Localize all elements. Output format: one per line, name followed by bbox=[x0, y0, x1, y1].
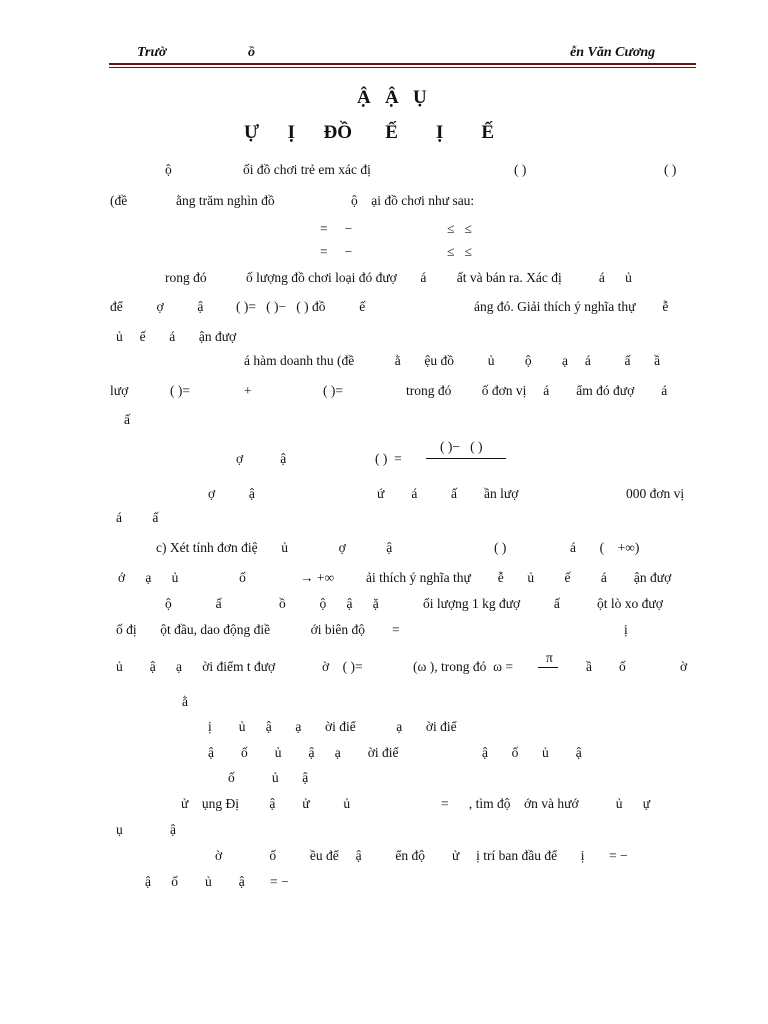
math-expr: ( ) bbox=[664, 162, 677, 177]
text-line: ộ ấ ồ ộ ậ ặ bbox=[165, 596, 379, 611]
fraction-numerator: ( )− ( ) bbox=[440, 439, 483, 454]
title-line-1: Ậ Ậ Ụ bbox=[357, 87, 427, 108]
text-line: á hàm doanh thu (đề ằ ệu đồ ủ ộ ạ á ấ ầ bbox=[244, 353, 661, 368]
math-expr: ( )= bbox=[170, 383, 190, 398]
math-expr: = − bbox=[270, 874, 289, 889]
header-rule-thin bbox=[109, 67, 696, 68]
math-expr: → +∞ bbox=[300, 570, 335, 585]
text-line: ủ ậ ạ ời điểm t đượ bbox=[116, 659, 276, 674]
math-expr: ( ) = bbox=[375, 451, 402, 466]
header-right: ễn Văn Cương bbox=[570, 45, 656, 60]
header-middle: ồ bbox=[248, 45, 255, 60]
math-expr: ờ ( )= bbox=[322, 659, 363, 674]
math-expr: ( ) bbox=[514, 162, 527, 177]
text-line: ầ ố bbox=[586, 659, 626, 674]
text-line: ờ ố ều để ậ ển độ ử ị trí ban đầu để ị bbox=[215, 848, 585, 863]
text-line: áng đó. Giải thích ý nghĩa thự ễ bbox=[474, 299, 669, 314]
text-line: ử ụng Đị ậ ử ủ bbox=[181, 796, 351, 811]
text-line: ị ủ ậ ạ ời điể ạ ời điể bbox=[208, 719, 457, 734]
text-line: để ợ ậ bbox=[110, 299, 204, 314]
math-expr: = − bbox=[609, 848, 628, 863]
text-line: ụ ậ bbox=[116, 822, 176, 837]
text-line: 000 đơn vị bbox=[626, 486, 685, 501]
text-line: ợ ậ bbox=[236, 451, 287, 466]
text-line: ậ ố ủ ậ ạ ời điể bbox=[208, 745, 399, 760]
text-line: ộ ại đồ chơi như sau: bbox=[351, 193, 475, 208]
text-line: ối đồ chơi trẻ em xác đị bbox=[243, 162, 371, 177]
text-line: c) Xét tính đơn điệ ủ ợ ậ bbox=[156, 540, 393, 555]
title-line-2: Ự Ị ĐỒ Ế Ị Ế bbox=[244, 122, 495, 143]
text-line: ủ ế á ận đượ bbox=[116, 329, 237, 344]
text-line: ợ ậ bbox=[208, 486, 255, 501]
text-line: lượ bbox=[110, 383, 129, 398]
header-left: Trườ bbox=[137, 45, 167, 60]
text-line: ứ á ấ ần lượ bbox=[377, 486, 519, 501]
math-expr: π bbox=[546, 650, 553, 665]
math-expr: + bbox=[244, 383, 252, 398]
text-line: ấ bbox=[124, 412, 130, 427]
math-expr: ≤ ≤ bbox=[447, 221, 472, 236]
text-line: ải thích ý nghĩa thự ễ ủ ế á ận đượ bbox=[366, 570, 672, 585]
text-line: = , tìm độ ớn và hướ ủ ự bbox=[441, 796, 651, 811]
text-line: ộ bbox=[165, 162, 172, 177]
math-expr: ≤ ≤ bbox=[447, 244, 472, 259]
text-line: ối lượng 1 kg đượ ấ ột lò xo đượ bbox=[423, 596, 663, 611]
text-line: ậ ố ủ ậ bbox=[145, 874, 245, 889]
math-expr: = − bbox=[320, 244, 353, 259]
math-expr: á ( +∞) bbox=[570, 540, 640, 555]
math-expr: ( )= bbox=[323, 383, 343, 398]
math-expr: ( ) bbox=[494, 540, 507, 555]
text-line: rong đó bbox=[165, 270, 207, 285]
fraction-bar bbox=[538, 667, 558, 668]
math-expr: ( )= ( )− ( ) đồ ế bbox=[236, 299, 366, 314]
math-expr: = − bbox=[320, 221, 353, 236]
math-expr: (ω ), trong đó ω = bbox=[413, 659, 513, 674]
text-line: ố lượng đồ chơi loại đó đượ á ất và bán ra. Xác đị á ủ bbox=[246, 270, 632, 285]
text-line: ằng trăm nghìn đồ bbox=[176, 193, 275, 208]
text-line: á ấ bbox=[116, 510, 159, 525]
text-line: ớ ạ ủ ố bbox=[118, 570, 246, 585]
text-line: (đề bbox=[110, 193, 128, 208]
text-line: trong đó ố đơn vị á ẩm đó đượ á bbox=[406, 383, 668, 398]
text-line: ờ bbox=[680, 659, 688, 674]
text-line: ố đị ột đầu, dao động điề ới biên độ = bbox=[116, 622, 400, 637]
text-line: ậ ố ủ ậ bbox=[482, 745, 582, 760]
text-line: ố ủ ậ bbox=[228, 770, 309, 785]
header-rule bbox=[109, 63, 696, 65]
text-line: ị bbox=[624, 622, 628, 637]
text-line: ằ bbox=[182, 694, 188, 709]
fraction-bar bbox=[426, 458, 506, 459]
